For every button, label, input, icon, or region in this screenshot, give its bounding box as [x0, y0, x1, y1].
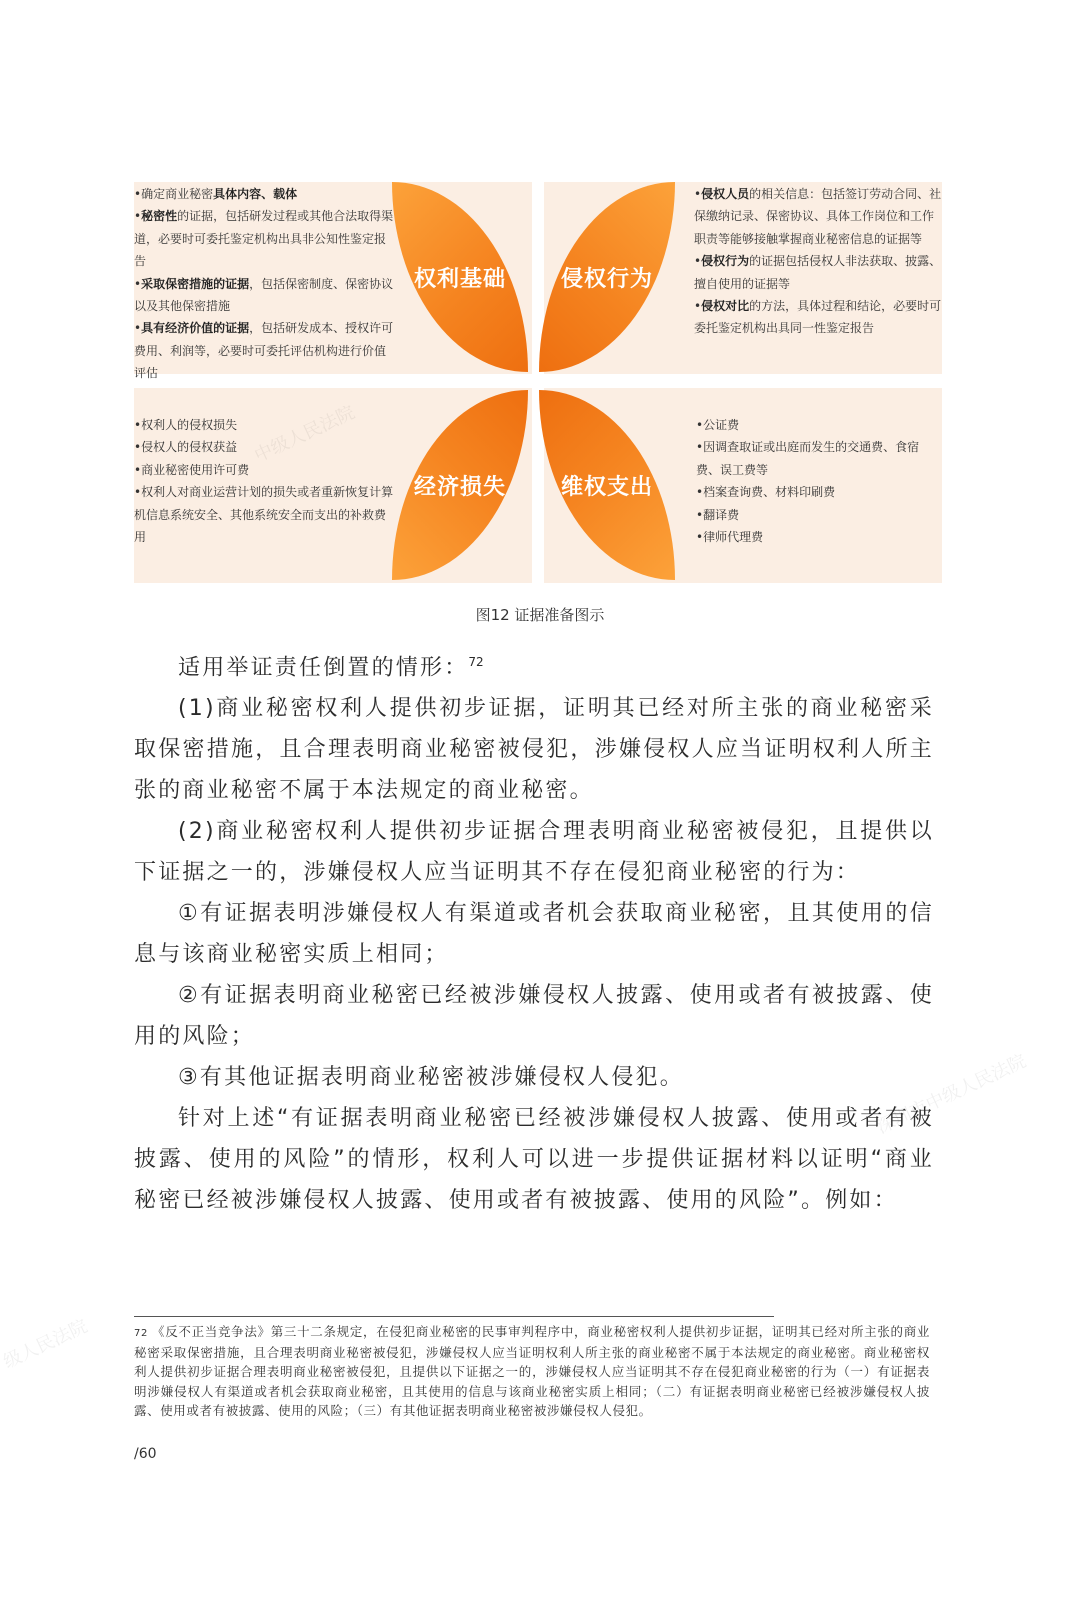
figure-caption: 图12 证据准备图示 [475, 606, 605, 624]
watermark: 深圳市中级人民法院 [873, 1050, 1030, 1139]
list-item [696, 481, 942, 503]
list-item [696, 414, 942, 436]
list-item [694, 295, 942, 340]
list-item [134, 481, 394, 548]
watermark: 中级人民法院 [251, 402, 359, 467]
item-text: •档案查询费、材料印刷费 [696, 485, 836, 500]
footnote-ref[interactable]: 72 [468, 655, 484, 669]
emphasis-text: 侵权行为 [701, 254, 750, 269]
item-text: • [694, 299, 702, 314]
footnote-divider [134, 1316, 774, 1317]
item-text: 的证据，包括研发过程或其他合法取得渠道，必要时可委托鉴定机构出具非公知性鉴定报告 [134, 209, 394, 269]
rights-basis-list [134, 183, 394, 385]
list-item [134, 317, 394, 384]
intro-text: 适用举证责任倒置的情形： [178, 655, 469, 681]
paragraph-2: (2)商业秘密权利人提供初步证据合理表明商业秘密被侵犯，且提供以下证据之一的，涉嫌侵权人应当证明其不存在侵犯商业秘密的行为： [134, 819, 934, 886]
item-text: • [694, 254, 702, 269]
emphasis-text: 秘密性 [141, 209, 178, 224]
clause-2: ②有证据表明商业秘密已经被涉嫌侵权人披露、使用或者有被披露、使用的风险； [134, 983, 934, 1050]
paragraph-1: (1)商业秘密权利人提供初步证据，证明其已经对所主张的商业秘密采取保密措施，且合理表明商业秘密被侵犯，涉嫌侵权人应当证明权利人所主张的商业秘密不属于本法规定的商业秘密。 [134, 696, 934, 804]
item-text: • [694, 187, 702, 201]
item-text: • [134, 276, 142, 291]
item-text: • [134, 209, 142, 224]
list-item [696, 504, 942, 526]
item-text: •翻译费 [696, 507, 740, 522]
footnote [134, 1322, 930, 1420]
page-number: /60 [134, 1446, 157, 1462]
intro-paragraph [134, 642, 934, 688]
item-text: •公证费 [696, 418, 740, 432]
petal-infringement: 侵权行为 [539, 182, 675, 372]
item-text: • [134, 321, 142, 336]
footnote-mark: 72 [134, 1328, 148, 1339]
paragraph-3: 针对上述“有证据表明商业秘密已经被涉嫌侵权人披露、使用或者有被披露、使用的风险”的情形，权利人可以进一步提供证据材料以证明“商业秘密已经被涉嫌侵权人披露、使用或者有被披露、使用的风险”。例如： [134, 1106, 934, 1214]
petal-enforcement-cost: 维权支出 [539, 390, 675, 580]
economic-loss-list [134, 414, 394, 548]
item-text: ，包括保密制度、保密协议以及其他保密措施 [134, 276, 394, 314]
emphasis-text: 具体内容、载体 [213, 187, 298, 201]
body-text [134, 642, 934, 1221]
item-text: •商业秘密使用许可费 [134, 462, 250, 477]
clause-3: ③有其他证据表明商业秘密被涉嫌侵权人侵犯。 [178, 1065, 684, 1091]
list-item [134, 183, 394, 205]
footnote-text: 《反不正当竞争法》第三十二条规定，在侵犯商业秘密的民事审判程序中，商业秘密权利人提供初步证据，证明其已经对所主张的商业秘密采取保密措施，且合理表明商业秘密被侵犯，涉嫌侵权人应当证明权利人所主张的商业秘密不属于本法规定的商业秘密。商业秘密权利人提供初步证据合理表明商业秘密被侵犯，且提供以下证据之一的，涉嫌侵权人应当证明其不存在侵犯商业秘密的行为（一）有证据表明涉嫌侵权人有渠道或者机会获取商业秘密，且其使用的信息与该商业秘密实质上相同；（二）有证据表明商业秘密已经被涉嫌侵权人披露、使用或者有被披露、使用的风险；（三）有其他证据表明商业秘密被涉嫌侵权人侵犯。 [134, 1324, 930, 1418]
list-item [134, 205, 394, 272]
item-text: ，包括研发成本、授权许可费用、利润等，必要时可委托评估机构进行价值评估 [134, 321, 394, 381]
item-text: •侵权人的侵权获益 [134, 440, 238, 455]
emphasis-text: 侵权对比 [701, 299, 750, 314]
list-item [134, 273, 394, 318]
item-text: •权利人的侵权损失 [134, 418, 238, 432]
enforcement-cost-list [696, 414, 942, 548]
petal-economic-loss: 经济损失 [392, 390, 528, 580]
list-item [694, 250, 942, 295]
list-item [696, 526, 942, 548]
evidence-diagram [134, 182, 942, 583]
item-text: 的方法，具体过程和结论，必要时可委托鉴定机构出具同一性鉴定报告 [694, 299, 942, 336]
emphasis-text: 采取保密措施的证据 [141, 276, 250, 291]
clause-1: ①有证据表明涉嫌侵权人有渠道或者机会获取商业秘密，且其使用的信息与该商业秘密实质上相同； [134, 901, 934, 968]
item-text: •权利人对商业运营计划的损失或者重新恢复计算机信息系统安全、其他系统安全而支出的补救费用 [134, 485, 394, 545]
list-item [696, 436, 942, 481]
item-text: 的相关信息：包括签订劳动合同、社保缴纳记录、保密协议、具体工作岗位和工作职责等能够接触掌握商业秘密信息的证据等 [694, 187, 942, 246]
item-text: •律师代理费 [696, 530, 764, 545]
emphasis-text: 侵权人员 [701, 187, 750, 201]
item-text: 的证据包括侵权人非法获取、披露、擅自使用的证据等 [694, 254, 942, 291]
list-item [694, 183, 942, 250]
item-text: •确定商业秘密 [134, 187, 214, 201]
emphasis-text: 具有经济价值的证据 [141, 321, 250, 336]
petal-rights-basis: 权利基础 [392, 182, 528, 372]
item-text: •因调查取证或出庭而发生的交通费、食宿费、误工费等 [696, 440, 920, 477]
infringement-list [694, 183, 942, 340]
watermark: 级人民法院 [0, 1315, 91, 1373]
